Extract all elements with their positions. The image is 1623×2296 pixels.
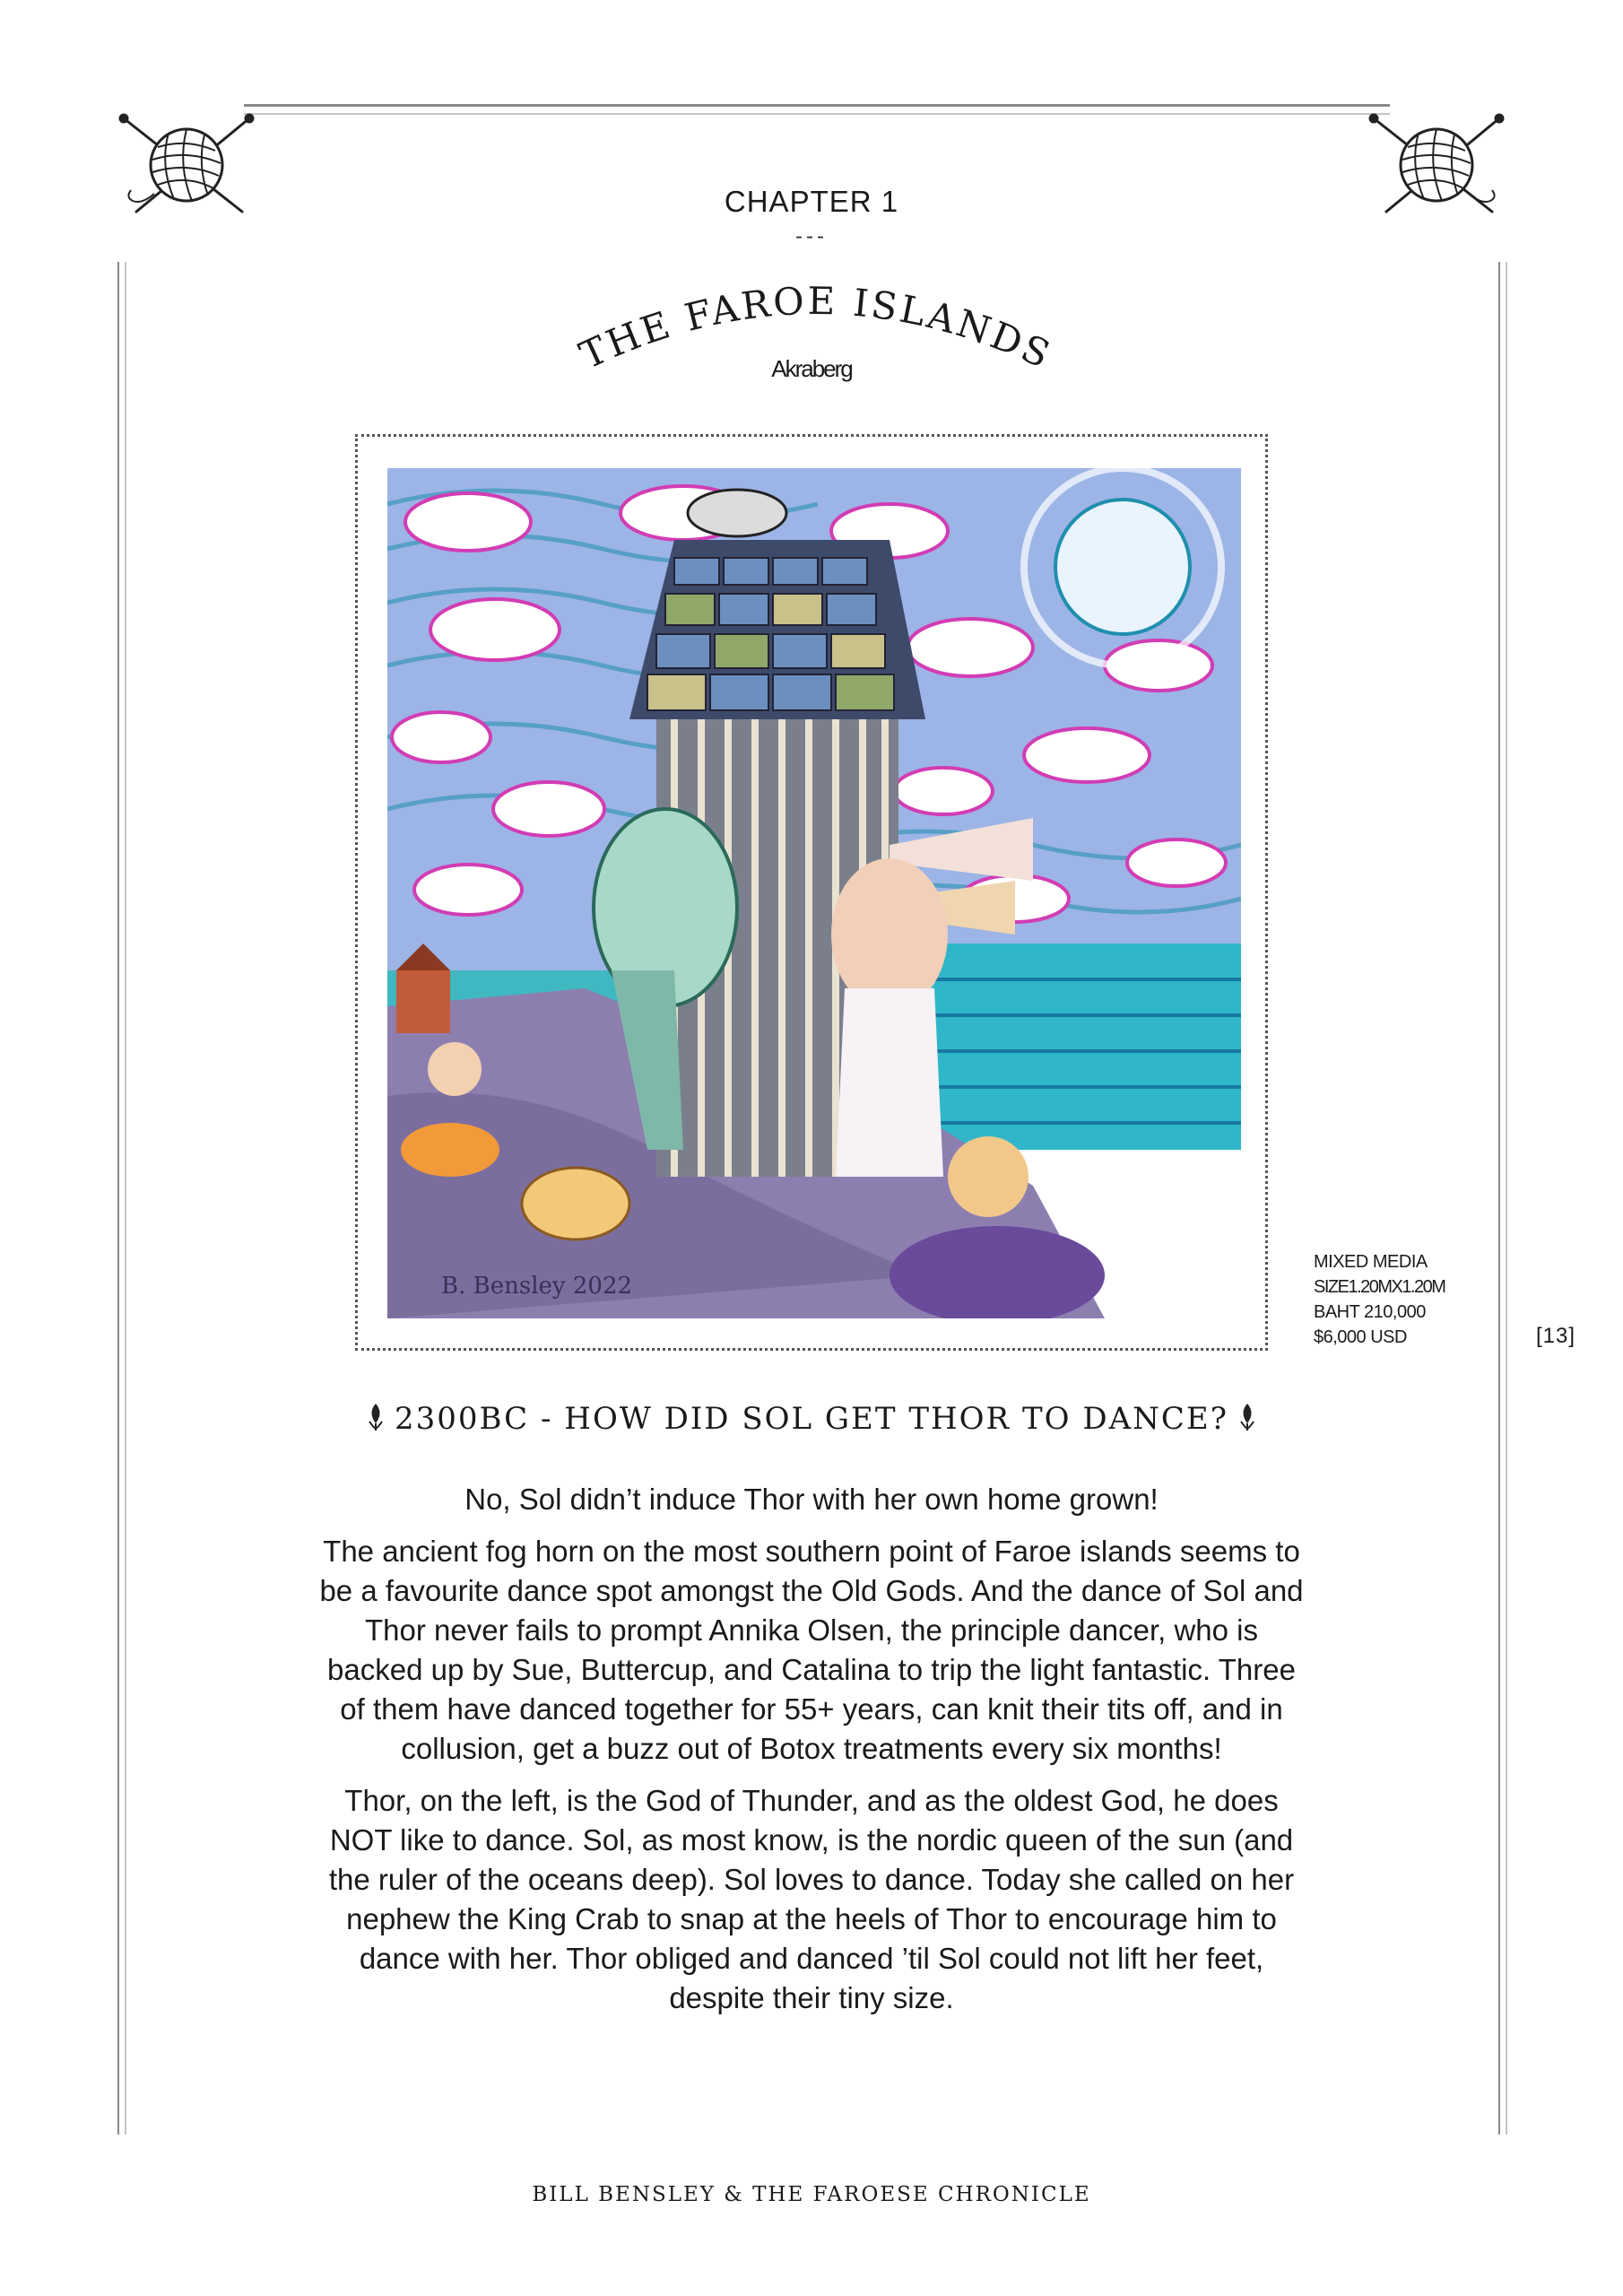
painting [387, 468, 1241, 1318]
story-paragraph-intro: No, Sol didn’t induce Thor with her own home grown! [464, 1483, 1159, 1516]
story-paragraph-dancers: The ancient fog horn on the most southern point of Faroe islands seems to be a favourite dance spot amongst the Old Gods. And the dance of Sol and Thor never fails to prompt Annika Olsen, the principle dancer, who is backed up by Sue, Buttercup, and Catalina to trip the light fantastic. Three of them have danced together for 55+ years, can knit their tits off, and in collusion, get a buzz out of Botox treatments every six months! [319, 1535, 1304, 1765]
page-number: [13] [1536, 1324, 1576, 1348]
leaf-ornament-icon [364, 1402, 387, 1432]
painting-signature: B. Bensley 2022 [441, 1273, 633, 1300]
left-border-rule [117, 262, 126, 2135]
painting-sea [890, 944, 1241, 1150]
top-border-rule [244, 104, 1390, 115]
caption-price-usd: $6,000 USD [1314, 1327, 1407, 1347]
artwork-caption [1314, 1249, 1445, 1350]
page-footer: BILL BENSLEY & THE FAROESE CHRONICLE [532, 2183, 1091, 2206]
caption-size: SIZE1.20MX1.20M [1314, 1277, 1445, 1297]
chapter-label: CHAPTER 1 [724, 185, 899, 218]
section-heading [0, 1401, 1623, 1437]
leaf-ornament-icon [1236, 1402, 1259, 1432]
chapter-title-text: THE FAROE ISLANDS [573, 278, 1059, 378]
story-text [314, 1480, 1309, 2031]
location-subtitle: Akraberg [771, 355, 852, 382]
story-paragraph-gods: Thor, on the left, is the God of Thunder, and as the oldest God, he does NOT like to dance. Sol, as most know, is the nordic queen of the sun (and the ruler of the oceans deep). Sol loves to dance. Today she called on her nephew the King Crab to snap at the heels of Thor to encourage him to dance with her. Thor obliged and danced ’til Sol could not lift her feet, despite their tiny size. [328, 1784, 1295, 2014]
caption-price-baht: BAHT 210,000 [1314, 1302, 1426, 1322]
chapter-separator: --- [795, 224, 828, 248]
painting-sun [1024, 468, 1221, 665]
caption-medium: MIXED MEDIA [1314, 1252, 1428, 1272]
right-border-rule [1498, 262, 1507, 2135]
section-heading-text: 2300BC - HOW DID SOL GET THOR TO DANCE? [395, 1401, 1228, 1437]
